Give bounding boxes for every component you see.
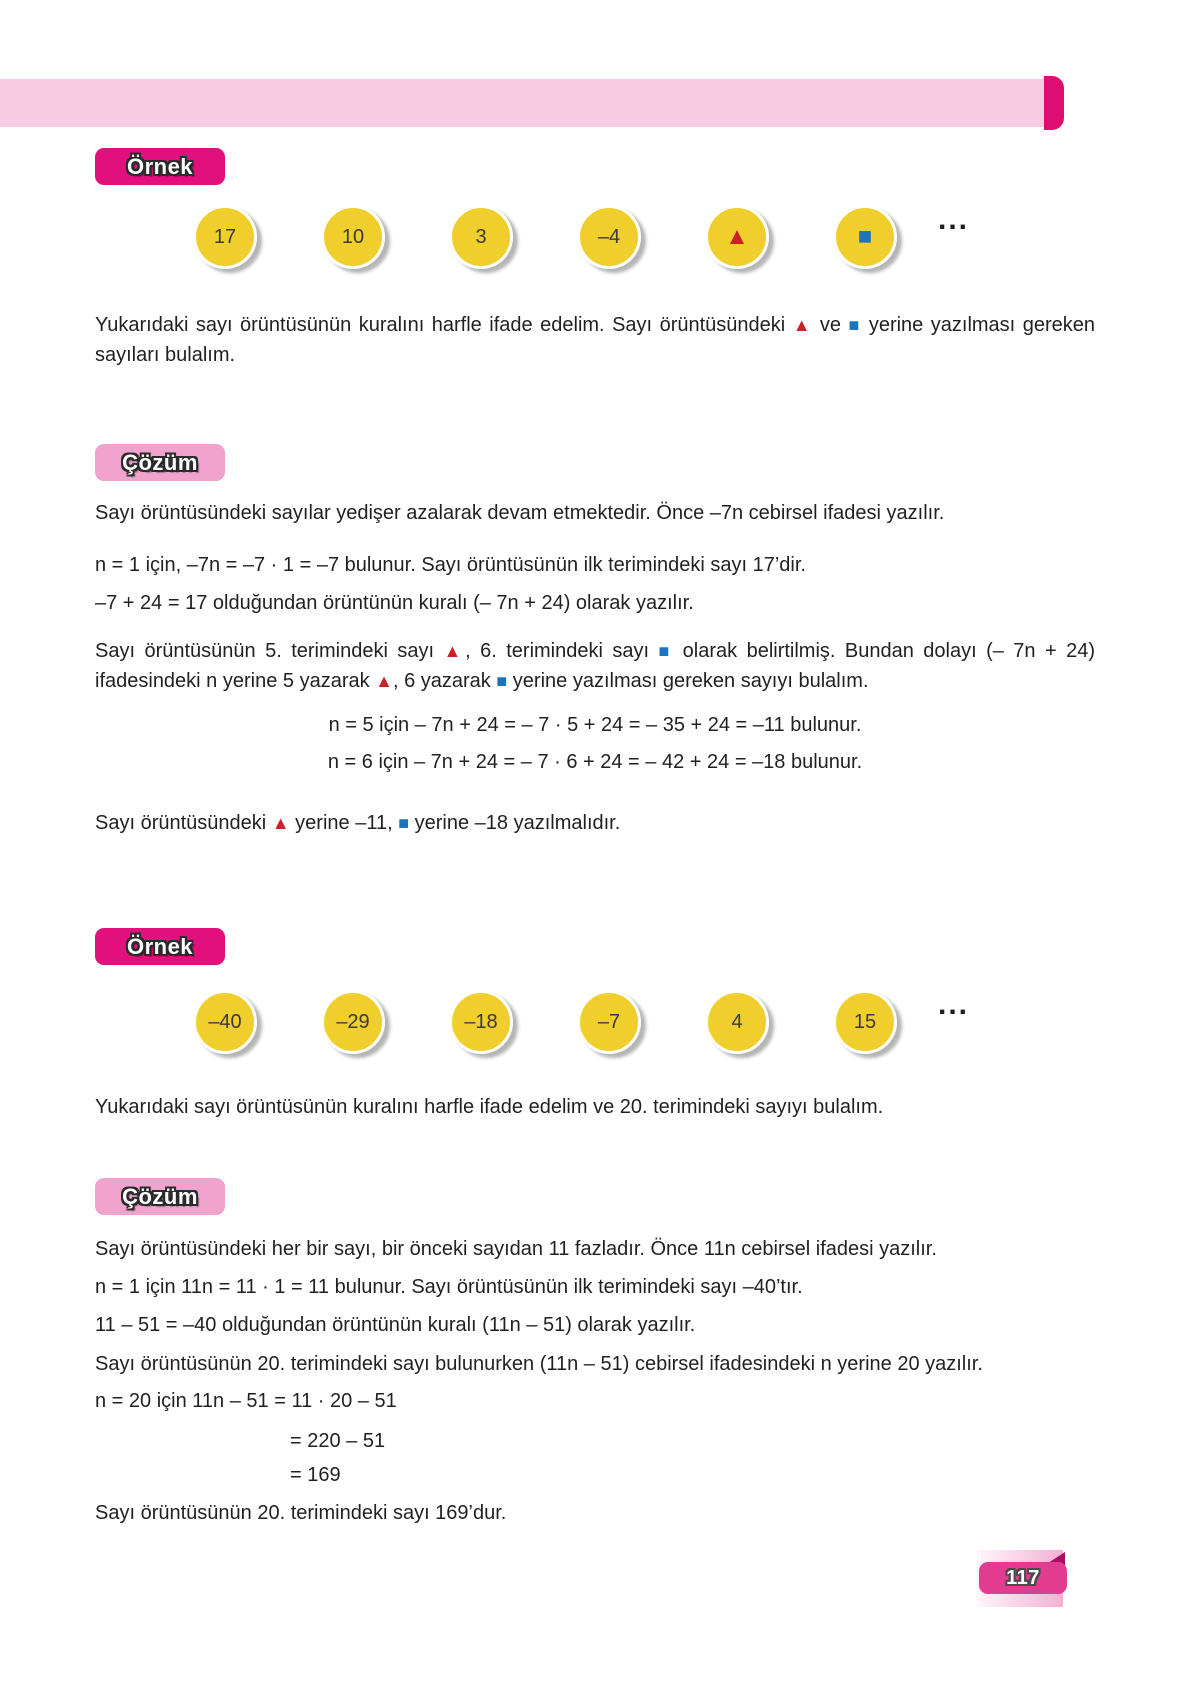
example1-label	[95, 148, 225, 185]
solution-text-segment: , 6 yazarak	[392, 670, 497, 692]
problem-text-segment: Yukarıdaki sayı örüntüsünün kuralını harfle ifade edelim. Sayı örüntüsündeki	[95, 314, 793, 336]
circle-value: 15	[853, 1010, 877, 1033]
problem-text-segment: ve	[812, 314, 849, 336]
solution1-paragraph-4	[95, 636, 1095, 696]
solution1-paragraph-1: Sayı örüntüsündeki sayılar yedişer azalarak devam etmektedir. Önce –7n cebirsel ifadesi yazılır.	[95, 502, 945, 524]
solution2-equation-line-1: n = 20 için 11n – 51 = 11 · 20 – 51	[95, 1390, 397, 1412]
solution-text-segment: olarak belirtilmiş. Bundan dolayı (– 7n + 24) ifadesindeki n yerine 5 yazarak	[95, 640, 1095, 692]
triangle-icon: ▲	[271, 813, 290, 833]
sequence2-ellipsis: ...	[938, 988, 970, 1021]
sequence2-circle-6	[833, 990, 897, 1054]
sequence1-circle-6	[833, 205, 897, 269]
solution2-equation-line-3: = 169	[290, 1464, 341, 1486]
solution1-equation-2: n = 6 için – 7n + 24 = – 7 · 6 + 24 = – 42 + 24 = –18 bulunur.	[327, 751, 863, 773]
top-bar-end-cap	[1044, 76, 1064, 130]
sequence2-circle-4	[577, 990, 641, 1054]
circle-value: –18	[464, 1010, 498, 1033]
triangle-icon: ▲	[375, 671, 393, 691]
solution1-label	[95, 444, 225, 481]
solution1-paragraph-5	[95, 808, 1095, 838]
solution2-paragraph-3: 11 – 51 = –40 olduğundan örüntünün kuralı (11n – 51) olarak yazılır.	[95, 1314, 696, 1336]
circle-value: –4	[597, 225, 621, 248]
solution1-label-text: Çözüm	[122, 449, 198, 475]
circle-value: –40	[208, 1010, 242, 1033]
top-decorative-bar	[0, 79, 1046, 127]
triangle-icon: ▲	[443, 641, 466, 661]
solution2-label-text: Çözüm	[122, 1183, 198, 1209]
square-icon: ■	[848, 315, 862, 335]
sequence1-ellipsis: ...	[938, 203, 970, 236]
circle-value: 17	[213, 225, 237, 248]
square-icon: ■	[658, 641, 674, 661]
circle-value: –7	[597, 1010, 621, 1033]
example2-label-text: Örnek	[126, 933, 194, 959]
solution-text-segment: Sayı örüntüsündeki	[95, 812, 272, 834]
square-icon: ■	[857, 223, 873, 250]
solution2-paragraph-4: Sayı örüntüsünün 20. terimindeki sayı bulunurken (11n – 51) cebirsel ifadesindeki n yerine 20 yazılır.	[95, 1353, 983, 1375]
circle-value: –29	[336, 1010, 370, 1033]
solution-text-segment: yerine –18 yazılmalıdır.	[409, 812, 621, 834]
sequence2-circle-1	[193, 990, 257, 1054]
square-icon: ■	[398, 813, 410, 833]
example2-label	[95, 928, 225, 965]
solution2-equation-line-2: = 220 – 51	[290, 1430, 386, 1452]
sequence1-circle-5	[705, 205, 769, 269]
solution1-equation-1: n = 5 için – 7n + 24 = – 7 · 5 + 24 = – 35 + 24 = –11 bulunur.	[328, 714, 862, 736]
sequence1-circle-2	[321, 205, 385, 269]
sequence1-circle-1	[193, 205, 257, 269]
circle-value: 4	[731, 1010, 743, 1033]
triangle-icon: ▲	[725, 223, 749, 250]
solution2-paragraph-1: Sayı örüntüsündeki her bir sayı, bir önceki sayıdan 11 fazladır. Önce 11n cebirsel ifadesi yazılır.	[95, 1238, 937, 1260]
page-number-badge	[979, 1562, 1067, 1594]
circle-value: 3	[475, 225, 487, 248]
example1-problem-text	[95, 310, 1095, 370]
solution-text-segment: yerine yazılması gereken sayıyı bulalım.	[507, 670, 869, 692]
problem-text-segment: yerine yazılması gereken sayıları bulalım.	[95, 314, 1095, 366]
example2-problem-text: Yukarıdaki sayı örüntüsünün kuralını harfle ifade edelim ve 20. terimindeki sayıyı bulalım.	[95, 1096, 884, 1118]
example1-label-text: Örnek	[126, 153, 194, 179]
page-number: 117	[1006, 1566, 1040, 1589]
solution-text-segment: yerine –11,	[289, 812, 399, 834]
circle-value: 10	[341, 225, 365, 248]
solution2-paragraph-2: n = 1 için 11n = 11 · 1 = 11 bulunur. Sayı örüntüsünün ilk terimindeki sayı –40’tır.	[95, 1276, 803, 1298]
solution-text-segment: Sayı örüntüsünün 5. terimindeki sayı	[95, 640, 444, 662]
square-icon: ■	[496, 671, 508, 691]
solution1-paragraph-2: n = 1 için, –7n = –7 · 1 = –7 bulunur. Sayı örüntüsünün ilk terimindeki sayı 17’dir.	[95, 554, 806, 576]
solution2-label	[95, 1178, 225, 1215]
sequence2-circle-5	[705, 990, 769, 1054]
solution2-paragraph-5: Sayı örüntüsünün 20. terimindeki sayı 169’dur.	[95, 1502, 507, 1524]
solution1-paragraph-3: –7 + 24 = 17 olduğundan örüntünün kuralı (– 7n + 24) olarak yazılır.	[95, 592, 694, 614]
sequence2-circle-3	[449, 990, 513, 1054]
sequence1-circle-4	[577, 205, 641, 269]
sequence1-circle-3	[449, 205, 513, 269]
solution-text-segment: , 6. terimindeki sayı	[465, 640, 659, 662]
sequence2-circle-2	[321, 990, 385, 1054]
triangle-icon: ▲	[792, 315, 813, 335]
